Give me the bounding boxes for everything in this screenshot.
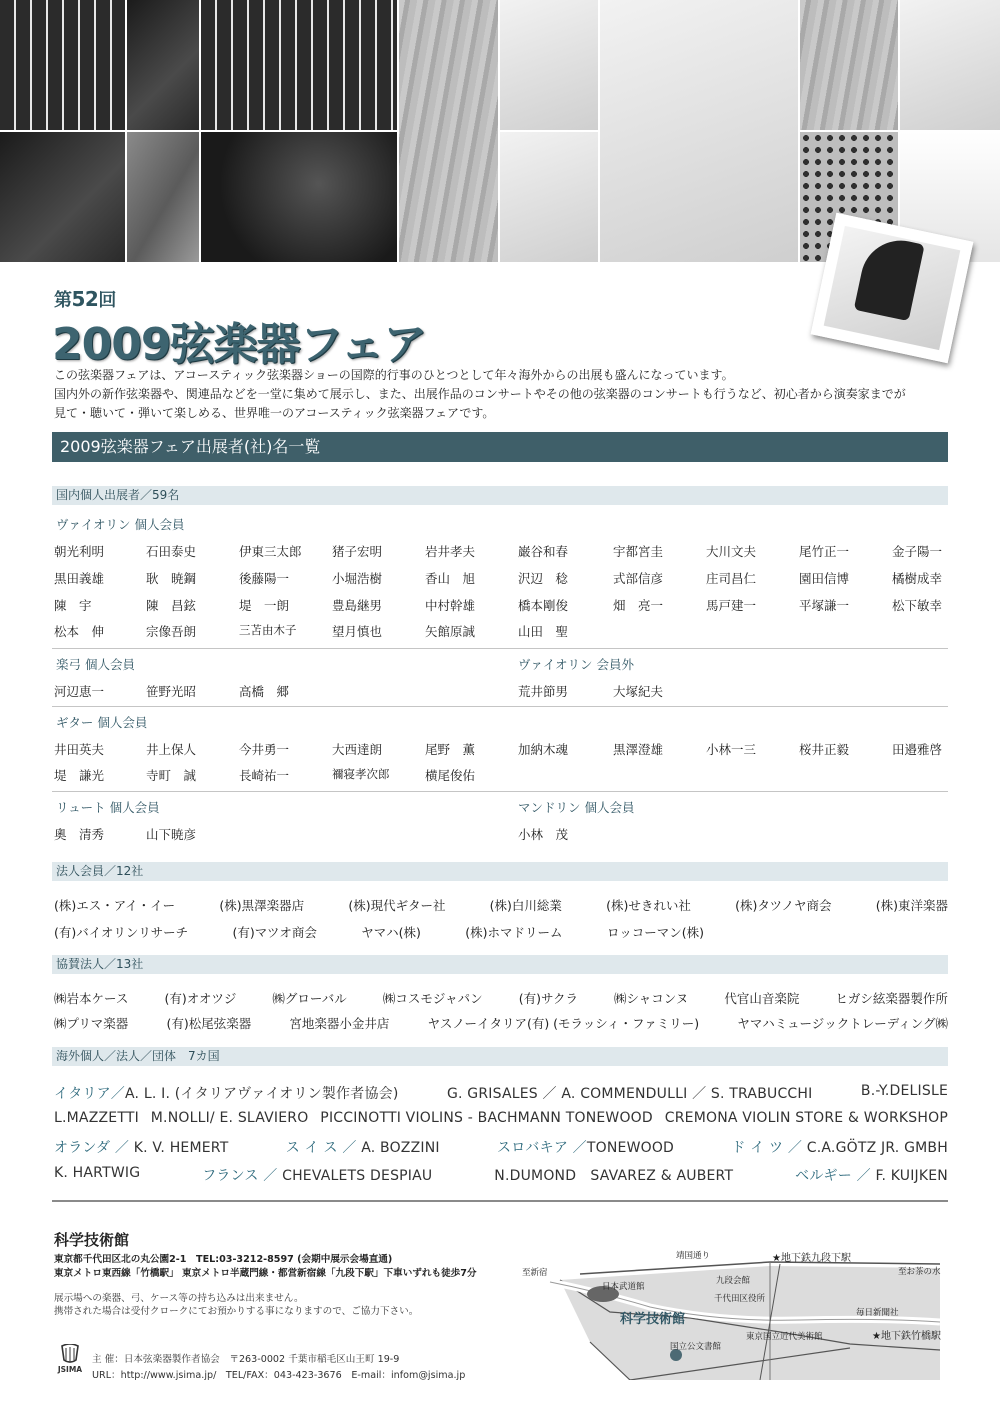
map-label-mainichi: 毎日新聞社 xyxy=(856,1308,899,1318)
svg-text:JSIMA: JSIMA xyxy=(57,1365,83,1374)
violin-member-label: ヴァイオリン 個人会員 xyxy=(56,517,185,532)
map-label-shinjuku: 至新宿 xyxy=(522,1268,548,1278)
overseas-row-4: K. HARTWIG フランス ／ CHEVALETS DESPIAU N.DUMOND SAVAREZ & AUBERT ベルギー ／ F. KUIJKEN xyxy=(54,1165,948,1184)
map-label-museum: 科学技術館 xyxy=(620,1312,686,1327)
venue-note-2: 携帯された場合は受付クロークにてお預かりする事になりますので、ご協力下さい。 xyxy=(54,1306,419,1317)
venue-note-1: 展示場への楽器、弓、ケース等の持ち込みは出来ません。 xyxy=(54,1293,304,1304)
map-label-takebashi: ★地下鉄竹橋駅 xyxy=(872,1331,941,1342)
bow-member-label: 楽弓 個人会員 xyxy=(56,657,135,672)
lute-member-label: リュート 個人会員 xyxy=(56,800,160,815)
page-title: 2009弦楽器フェア xyxy=(52,319,427,370)
lute-mandolin-row: 奧 清秀 山下暁彦 小林 茂 xyxy=(54,827,569,842)
violin-nonmember-label: ヴァイオリン 会員外 xyxy=(518,657,634,672)
divider xyxy=(52,648,948,649)
violin-row-1: 朝光利明 石田泰史 伊東三太郎 猪子宏明 岩井孝夫 巌谷和春 宇都宮圭 大川文夫 尾竹正一 金子陽一 xyxy=(54,544,943,559)
guitar-member-label: ギター 個人会員 xyxy=(56,715,148,730)
overseas-row-2: L.MAZZETTI M.NOLLI/ E. SLAVIERO PICCINOTTI VIOLINS - BACHMANN TONEWOOD CREMONA VIOLIN STORE & WORKSHOP xyxy=(54,1110,948,1126)
instrument-edge-photo xyxy=(900,0,1000,130)
intro-text: この弦楽器フェアは、アコースティック弦楽器ショーの国際的行事のひとつとして年々海外からの出展も盛んになっています。 国内外の新作弦楽器や、関連品などを一堂に集めて展示し、また、出展作品のコンサートやその他の弦楽器のコンサートも行うなど、初心者から演奏家までが 見て・聴いて・弾いて楽しめる、世界唯一のアコースティック弦楽器フェアです。 xyxy=(54,368,906,420)
mandolin-member-label: マンドリン 個人会員 xyxy=(518,800,635,815)
overseas-section-band: 海外個人／法人／団体 7カ国 xyxy=(52,1047,948,1066)
map-label-yasukuni: 靖国通り xyxy=(676,1251,711,1261)
soundboard-photo xyxy=(800,0,898,130)
map-label-chiyoda-office: 千代田区役所 xyxy=(714,1294,766,1304)
exhibitor-list-banner: 2009弦楽器フェア出展者(社)名一覧 xyxy=(52,432,948,462)
domestic-section-band: 国内個人出展者／59名 xyxy=(52,486,948,505)
organizer-line-2: URL：http://www.jsima.jp/ TEL/FAX：043-423-3676 E-mail：infom@jsima.jp xyxy=(92,1370,466,1381)
marbled-wood-photo xyxy=(127,132,199,262)
venue-access: 東京メトロ東西線「竹橋駅」 東京メトロ半蔵門線・都営新宿線「九段下駅」下車いずれも徒歩7分 xyxy=(54,1268,477,1279)
map-label-archives: 国立公文書館 xyxy=(670,1342,722,1352)
violin-row-2: 黒田義雄 耿 暁鋼 後藤陽一 小堀浩樹 香山 旭 沢辺 稔 式部信彦 庄司昌仁 園田信博 橘樹成幸 xyxy=(54,571,943,586)
guitar-bridge-photo xyxy=(127,0,199,130)
edition-label: 第52回 xyxy=(54,287,116,311)
guitar-row-2: 堤 謙光 寺町 誠 長崎祐一 禰寝孝次郎 横尾俊佑 xyxy=(54,767,476,783)
venue-name: 科学技術館 xyxy=(54,1231,130,1249)
map-label-budokan: 日本武道館 xyxy=(602,1282,645,1292)
map-label-ochanomizu: 至お茶の水 xyxy=(898,1267,941,1277)
sponsor-row-2: ㈱プリマ楽器 (有)松尾弦楽器 宮地楽器小金井店 ヤスノーイタリア(有) (モラッシィ・ファミリー) ヤマハミュージックトレーディング㈱ xyxy=(54,1016,948,1031)
guitar-body-photo xyxy=(500,0,598,130)
sponsor-section-band: 協賛法人／13社 xyxy=(52,955,948,974)
sponsor-row-1: ㈱岩本ケース (有)オオツジ ㈱グローバル ㈱コスモジャパン (有)サクラ ㈱シャコンヌ 代官山音楽院 ヒガシ絃楽器製作所 xyxy=(54,991,948,1006)
map-label-kudanshita: ★地下鉄九段下駅 xyxy=(772,1253,851,1264)
organizer-line-1: 主 催：日本弦楽器製作者協会 〒263-0002 千葉市稲毛区山王町 19-9 xyxy=(92,1354,400,1365)
corporate-row-1: (株)エス・アイ・イー (株)黒澤楽器店 (株)現代ギター社 (株)白川総業 (株)せきれい社 (株)タツノヤ商会 (株)東洋楽器 xyxy=(54,898,948,913)
bow-row: 河辺恵一 笹野光昭 高橋 郷 荒井節男 大塚紀夫 xyxy=(54,684,664,699)
wood-grain-photo xyxy=(399,0,498,262)
jsima-logo-icon xyxy=(54,1344,86,1374)
overseas-row-1: イタリア／A. L. I. (イタリアヴァイオリン製作者協会) G. GRISALES ／ A. COMMENDULLI ／ S. TRABUCCHI B.-Y.DELISLE xyxy=(54,1083,948,1102)
map-label-kudan-kaikan: 九段会館 xyxy=(716,1276,751,1286)
map-label-momat: 東京国立近代美術館 xyxy=(746,1332,823,1342)
guitar-top-photo xyxy=(0,132,125,262)
violin-scroll-photo xyxy=(600,0,798,262)
venue-address: 東京都千代田区北の丸公園2-1 TEL:03-3212-8597 (会期中展示会場直通) xyxy=(54,1254,393,1265)
guitar-soundhole-photo xyxy=(0,0,125,130)
guitar-saddle-photo xyxy=(201,0,397,130)
f-hole-photo xyxy=(201,132,397,262)
divider xyxy=(52,791,948,792)
divider xyxy=(52,706,948,707)
corporate-row-2: (有)バイオリンリサーチ (有)マツオ商会 ヤマハ(株) (株)ホマドリーム ロッコーマン(株) xyxy=(54,925,704,940)
footer-rule xyxy=(52,1200,948,1202)
corporate-section-band: 法人会員／12社 xyxy=(52,862,948,881)
violin-row-3: 陳 宇 陳 昌鉉 堤 一朗 豊島継男 中村幹雄 橋本剛俊 畑 亮一 馬戸建一 平塚謙一 松下敏幸 xyxy=(54,598,943,613)
access-map xyxy=(520,1252,948,1380)
guitar-row-1: 井田英夫 井上保人 今井勇一 大西達朗 尾野 薫 加納木魂 黒澤澄雄 小林一三 桜井正毅 田邉雅啓 xyxy=(54,742,943,757)
violin-row-4: 松本 伸 宗像吾朗 三苫由木子 望月慎也 矢館原誠 山田 聖 xyxy=(54,623,569,639)
overseas-row-3: オランダ ／ K. V. HEMERT ス イ ス ／ A. BOZZINI スロバキア ／TONEWOOD ド イ ツ ／ C.A.GÖTZ JR. GMBH xyxy=(54,1140,948,1156)
tuning-pegs-photo xyxy=(500,132,598,262)
